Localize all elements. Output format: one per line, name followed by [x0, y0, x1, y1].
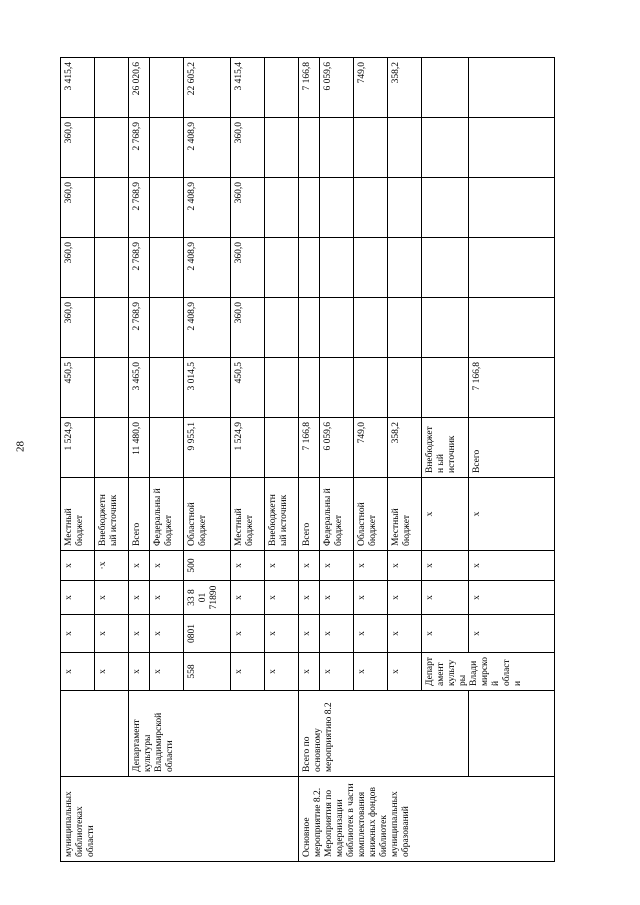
- year-3-cell: [265, 238, 299, 298]
- funding-source-cell: Местный бюджет: [61, 478, 95, 551]
- year-5-cell: 2 768,9: [129, 118, 150, 178]
- grbs-cell: х: [61, 653, 95, 691]
- grbs-cell: х: [299, 653, 320, 691]
- csr-cell: х: [354, 581, 388, 615]
- year-5-cell: [388, 118, 422, 178]
- year-1-cell: 450,5: [231, 358, 265, 418]
- rzpr-cell: х: [299, 615, 320, 653]
- funding-source-cell: Всего: [299, 478, 320, 551]
- vr-cell: 500: [184, 551, 231, 581]
- year-2-cell: 2 768,9: [129, 298, 150, 358]
- year-1-cell: [95, 358, 129, 418]
- total-cell: 358,2: [388, 418, 422, 478]
- grbs-cell: х: [422, 615, 469, 653]
- rzpr-cell: х: [320, 615, 354, 653]
- total-cell: 9 955,1: [184, 418, 231, 478]
- year-6-cell: [265, 58, 299, 118]
- year-5-cell: 360,0: [61, 118, 95, 178]
- funding-source-cell: Федеральны й бюджет: [320, 478, 354, 551]
- year-4-cell: 360,0: [231, 178, 265, 238]
- funding-source-cell: Всего: [129, 478, 150, 551]
- year-2-cell: [299, 298, 320, 358]
- grbs-cell: х: [469, 615, 555, 653]
- funding-source-cell: Областной бюджет: [184, 478, 231, 551]
- vr-cell: х: [231, 551, 265, 581]
- year-2-cell: [422, 238, 469, 298]
- csr-cell: х: [129, 581, 150, 615]
- funding-source-cell: Внебюджетн ый источник: [265, 478, 299, 551]
- table-row: [61, 58, 95, 862]
- total-cell: 1 524,9: [61, 418, 95, 478]
- csr-cell: х: [422, 551, 469, 581]
- vr-cell: х: [150, 551, 184, 581]
- grbs-cell: х: [95, 653, 129, 691]
- total-cell: [265, 418, 299, 478]
- grbs-cell: х: [129, 653, 150, 691]
- year-3-cell: 360,0: [61, 238, 95, 298]
- table-row: [129, 58, 150, 862]
- table-row: [469, 58, 555, 862]
- rzpr-cell: х: [265, 615, 299, 653]
- year-6-cell: 749,0: [354, 58, 388, 118]
- grbs-cell: 558: [184, 653, 231, 691]
- funding-source-cell: Местный бюджет: [388, 478, 422, 551]
- year-5-cell: [299, 118, 320, 178]
- grbs-cell: х: [388, 653, 422, 691]
- year-6-cell: 6 059,6: [320, 58, 354, 118]
- year-5-cell: [320, 118, 354, 178]
- year-3-cell: [388, 238, 422, 298]
- year-3-cell: [469, 178, 555, 238]
- csr-cell: х: [231, 581, 265, 615]
- csr-cell: х: [388, 581, 422, 615]
- year-2-cell: [150, 298, 184, 358]
- year-6-cell: 22 605,2: [184, 58, 231, 118]
- year-3-cell: 360,0: [231, 238, 265, 298]
- year-4-cell: 2 768,9: [129, 178, 150, 238]
- year-1-cell: [299, 358, 320, 418]
- vr-cell: х: [388, 551, 422, 581]
- total-cell: 1 524,9: [231, 418, 265, 478]
- funding-source-cell: Областной бюджет: [354, 478, 388, 551]
- year-1-cell: [320, 358, 354, 418]
- funding-source-cell: Федеральны й бюджет: [150, 478, 184, 551]
- year-3-cell: [95, 238, 129, 298]
- year-5-cell: 360,0: [231, 118, 265, 178]
- grbs-cell: х: [320, 653, 354, 691]
- total-cell: [95, 418, 129, 478]
- vr-cell: х: [129, 551, 150, 581]
- year-4-cell: 360,0: [61, 178, 95, 238]
- year-3-cell: [422, 178, 469, 238]
- year-4-cell: [422, 118, 469, 178]
- rzpr-cell: х: [150, 615, 184, 653]
- year-2-cell: 2 408,9: [184, 298, 231, 358]
- year-1-cell: 3 465,0: [129, 358, 150, 418]
- year-4-cell: [388, 178, 422, 238]
- vr-cell: х: [354, 551, 388, 581]
- year-5-cell: [95, 118, 129, 178]
- rzpr-cell: х: [231, 615, 265, 653]
- vr-cell: х: [265, 551, 299, 581]
- year-6-cell: 3 415,4: [61, 58, 95, 118]
- year-3-cell: 2 408,9: [184, 238, 231, 298]
- rzpr-cell: х: [61, 615, 95, 653]
- year-2-cell: [95, 298, 129, 358]
- csr-cell: х: [469, 551, 555, 581]
- table-row: [299, 58, 320, 862]
- event-name-cell: Основное мероприятие 8.2. Мероприятия по модернизации библиотек в части комплектования книжных фондов библиотек муниципальных образований: [299, 777, 555, 862]
- rzpr-cell: х: [95, 615, 129, 653]
- rzpr-cell: х: [388, 615, 422, 653]
- rzpr-cell: х: [469, 581, 555, 615]
- year-4-cell: [354, 178, 388, 238]
- vr-cell: х: [320, 551, 354, 581]
- year-1-cell: [265, 358, 299, 418]
- year-5-cell: [354, 118, 388, 178]
- rzpr-cell: х: [129, 615, 150, 653]
- year-3-cell: [150, 238, 184, 298]
- year-4-cell: [469, 118, 555, 178]
- year-1-cell: [354, 358, 388, 418]
- year-4-cell: [150, 178, 184, 238]
- year-4-cell: [320, 178, 354, 238]
- csr-cell: х: [320, 581, 354, 615]
- year-6-cell: [150, 58, 184, 118]
- year-3-cell: 2 768,9: [129, 238, 150, 298]
- funding-source-cell: Внебюджетн ый источник: [422, 418, 469, 478]
- year-6-cell: 26 020,6: [129, 58, 150, 118]
- total-cell: 11 480,0: [129, 418, 150, 478]
- year-1-cell: 450,5: [61, 358, 95, 418]
- total-cell: 749,0: [354, 418, 388, 478]
- year-3-cell: [299, 238, 320, 298]
- year-2-cell: 360,0: [231, 298, 265, 358]
- year-4-cell: [299, 178, 320, 238]
- total-cell: [150, 418, 184, 478]
- vr-cell: х: [422, 478, 469, 551]
- grbs-cell: х: [231, 653, 265, 691]
- funding-source-cell: Местный бюджет: [231, 478, 265, 551]
- rotated-table-container: [60, 58, 555, 862]
- year-1-cell: [469, 298, 555, 358]
- year-5-cell: [150, 118, 184, 178]
- year-1-cell: [388, 358, 422, 418]
- year-6-cell: 3 415,4: [231, 58, 265, 118]
- year-6-cell: 7 166,8: [299, 58, 320, 118]
- year-2-cell: 360,0: [61, 298, 95, 358]
- year-1-cell: 3 014,5: [184, 358, 231, 418]
- vr-cell: х: [299, 551, 320, 581]
- year-2-cell: [320, 298, 354, 358]
- year-4-cell: [95, 178, 129, 238]
- event-name-cell: [469, 691, 555, 777]
- page-number: 28: [14, 441, 27, 452]
- year-4-cell: [265, 178, 299, 238]
- year-5-cell: [469, 58, 555, 118]
- grbs-cell: х: [265, 653, 299, 691]
- executor-cell: Департамент культуры Владимирской области: [422, 653, 555, 691]
- executor-cell: [61, 691, 129, 777]
- year-5-cell: 2 408,9: [184, 118, 231, 178]
- csr-cell: х: [95, 581, 129, 615]
- csr-cell: 33 8 01 71890: [184, 581, 231, 615]
- year-1-cell: [422, 298, 469, 358]
- event-name-cell: муниципальных библиотеках области: [61, 777, 299, 862]
- year-6-cell: 358,2: [388, 58, 422, 118]
- funding-source-cell: Внебюджетн ый источник: [95, 478, 129, 551]
- year-3-cell: [320, 238, 354, 298]
- grbs-cell: х: [354, 653, 388, 691]
- year-5-cell: [265, 118, 299, 178]
- total-cell: 7 166,8: [299, 418, 320, 478]
- csr-cell: х: [299, 581, 320, 615]
- year-5-cell: [422, 58, 469, 118]
- grbs-cell: х: [150, 653, 184, 691]
- executor-cell: Всего по основному мероприятию 8.2: [299, 691, 469, 777]
- vr-cell: х: [61, 551, 95, 581]
- rzpr-cell: 0801: [184, 615, 231, 653]
- year-6-cell: [95, 58, 129, 118]
- year-2-cell: [354, 298, 388, 358]
- vr-cell: ·х: [95, 551, 129, 581]
- total-cell: [422, 358, 469, 418]
- executor-cell: Департамент культуры Владимирской области: [129, 691, 299, 777]
- year-2-cell: [469, 238, 555, 298]
- funding-source-cell: Всего: [469, 418, 555, 478]
- rzpr-cell: х: [422, 581, 469, 615]
- budget-table: [60, 57, 555, 862]
- total-cell: 6 059,6: [320, 418, 354, 478]
- year-3-cell: [354, 238, 388, 298]
- total-cell: 7 166,8: [469, 358, 555, 418]
- vr-cell: х: [469, 478, 555, 551]
- csr-cell: х: [61, 581, 95, 615]
- year-2-cell: [265, 298, 299, 358]
- year-4-cell: 2 408,9: [184, 178, 231, 238]
- csr-cell: х: [265, 581, 299, 615]
- year-2-cell: [388, 298, 422, 358]
- year-1-cell: [150, 358, 184, 418]
- csr-cell: х: [150, 581, 184, 615]
- rzpr-cell: х: [354, 615, 388, 653]
